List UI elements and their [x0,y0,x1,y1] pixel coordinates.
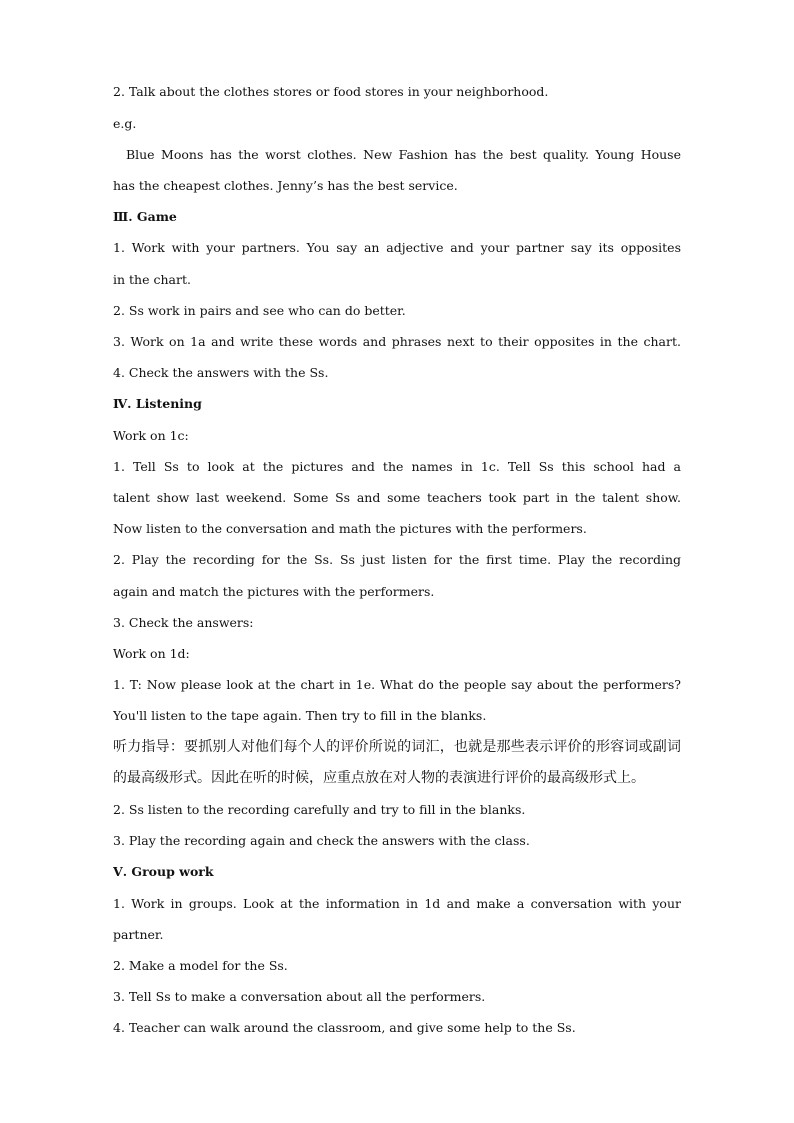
text-line: 3. Check the answers: [113,615,254,630]
text-line: again and match the pictures with the performers. [113,584,435,599]
text-line: 1. Tell Ss to look at the pictures and the names in 1c. Tell Ss this school had a [113,459,681,474]
section-heading-listening: Ⅳ. Listening [113,396,202,411]
text-line: 4. Teacher can walk around the classroom, and give some help to the Ss. [113,1020,576,1035]
text-line: 1. Work in groups. Look at the information in 1d and make a conversation with your [113,896,681,911]
text-line: 4. Check the answers with the Ss. [113,365,329,380]
text-line: partner. [113,927,164,942]
text-line: 2. Ss work in pairs and see who can do better. [113,303,406,318]
text-line: 2. Play the recording for the Ss. Ss just listen for the first time. Play the recording [113,552,681,567]
text-line: Now listen to the conversation and math the pictures with the performers. [113,521,587,536]
text-line: Blue Moons has the worst clothes. New Fashion has the best quality. Young House [113,147,681,162]
text-line: 3. Play the recording again and check the answers with the class. [113,833,530,848]
text-line: Work on 1c: [113,428,189,443]
text-line: in the chart. [113,272,191,287]
text-line: 1. Work with your partners. You say an adjective and your partner say its opposites [113,240,681,255]
text-line: e.g. [113,116,137,131]
text-line: You'll listen to the tape again. Then try to fill in the blanks. [113,708,487,723]
text-line: 3. Tell Ss to make a conversation about all the performers. [113,989,486,1004]
text-line: 3. Work on 1a and write these words and phrases next to their opposites in the chart. [113,334,681,349]
text-line: has the cheapest clothes. Jenny’s has the best service. [113,178,458,193]
text-line: Work on 1d: [113,646,190,661]
text-line: talent show last weekend. Some Ss and some teachers took part in the talent show. [113,490,681,505]
text-line: 1. T: Now please look at the chart in 1e. What do the people say about the performers? [113,677,681,692]
text-line: 2. Ss listen to the recording carefully and try to fill in the blanks. [113,802,526,817]
text-line-chinese: 听力指导：要抓别人对他们每个人的评价所说的词汇，也就是那些表示评价的形容词或副词 [113,739,681,755]
section-heading-group-work: Ⅴ. Group work [113,864,214,879]
section-heading-game: Ⅲ. Game [113,209,177,224]
text-line: 2. Make a model for the Ss. [113,958,288,973]
text-line: 2. Talk about the clothes stores or food stores in your neighborhood. [113,84,549,99]
text-line-chinese: 的最高级形式。因此在听的时候，应重点放在对人物的表演进行评价的最高级形式上。 [113,770,645,786]
